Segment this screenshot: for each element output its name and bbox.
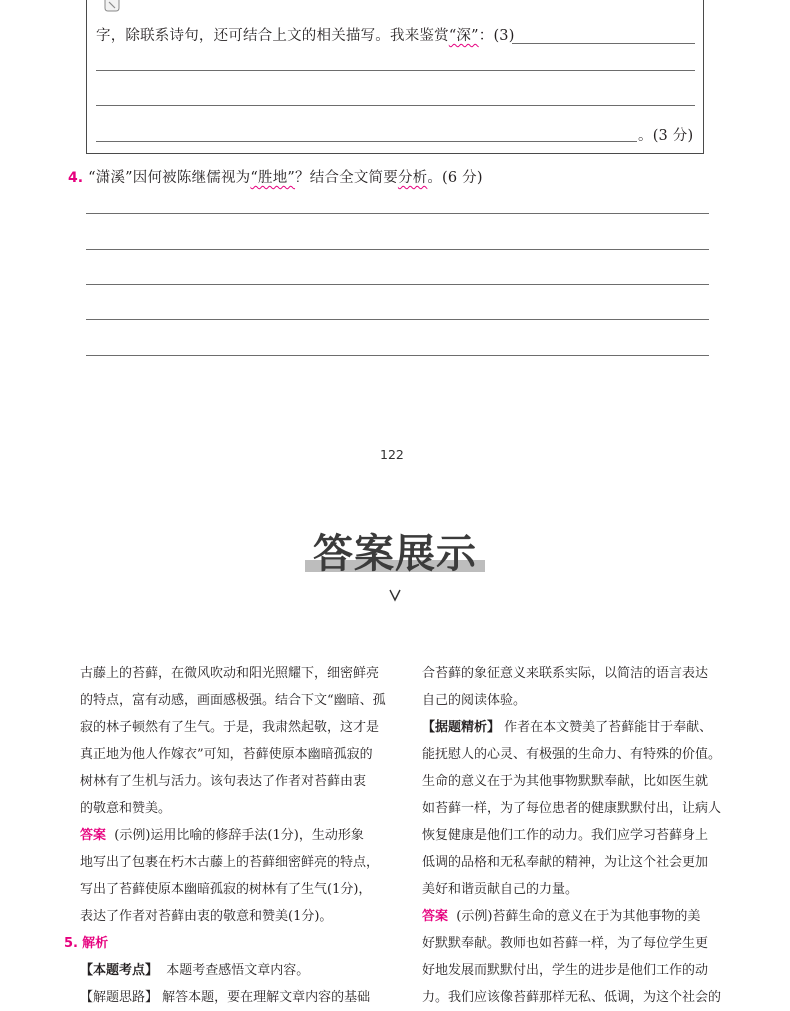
text-line: 真正地为他人作嫁衣”可知，苔藓使原本幽暗孤寂的 [80, 747, 373, 762]
answer-line[interactable] [96, 70, 695, 71]
question-number: 4. [68, 170, 84, 186]
answer-line[interactable] [86, 213, 709, 214]
answer-tag: 答案 [80, 828, 107, 843]
cut-off-line: 【解题思路】 解答本题，要在理解文章内容的基础 [80, 990, 371, 1005]
answer-right-column [422, 660, 739, 1011]
answer-line[interactable] [512, 43, 695, 44]
text-line: 树林有了生机与活力。该句表达了作者对苔藓由衷 [80, 774, 367, 789]
answer-tag: 答案 [422, 909, 449, 924]
chevron-down-icon [389, 588, 401, 602]
answer-left-column [64, 660, 396, 1011]
text-line: 自己的阅读体验。 [422, 693, 527, 708]
text-line: 能抚慰人的心灵、有极强的生命力、有特殊的价值。 [422, 747, 722, 762]
answer-line-1: 答案 (示例)苔藓生命的意义在于为其他事物的美 [422, 909, 701, 924]
text-line: 地写出了包裹在朽木古藤上的苔藓细密鲜亮的特点， [80, 855, 380, 870]
text-line: 好地发展而默默付出，学生的进步是他们工作的动 [422, 963, 709, 978]
pencil-icon [104, 0, 120, 12]
q3-quoted-word: “深” [448, 28, 479, 44]
jingxi-tag: 【据题精析】 [422, 720, 501, 735]
wavy-underlined-word: 分析 [397, 170, 428, 186]
text-line: 寂的林子顿然有了生气。于是，我肃然起敬，这才是 [80, 720, 380, 735]
text-line: 的特点，富有动感，画面感极强。结合下文“幽暗、孤 [80, 693, 386, 708]
text-line: 古藤上的苔藓，在微风吹动和阳光照耀下，细密鲜亮 [80, 666, 380, 681]
kaodian-tag: 【本题考点】 [80, 963, 159, 978]
question-4: 4. “潇溪”因何被陈继儒视为“胜地”？结合全文简要分析。(6 分) [68, 170, 483, 186]
answer-line-1: 答案 (示例)运用比喻的修辞手法(1分)，生动形象 [80, 828, 364, 843]
wavy-underlined-word: “胜地” [250, 170, 296, 186]
analysis-tag: 解析 [82, 936, 109, 951]
text-line: 美好和谐贡献自己的力量。 [422, 882, 579, 897]
page-number: 122 [380, 447, 404, 462]
section-title: 答案展示 [313, 531, 477, 577]
text-line: 生命的意义在于为其他事物默默奉献，比如医生就 [422, 774, 709, 789]
text-line: 力。我们应该像苔藓那样无私、低调，为这个社会的 [422, 990, 722, 1005]
question-number: 5. [64, 936, 78, 951]
jingxi-line-1: 【据题精析】 作者在本文赞美了苔藓能甘于奉献、 [422, 720, 713, 735]
text-line: 的敬意和赞美。 [80, 801, 172, 816]
text-line: 合苔藓的象征意义来联系实际，以简洁的语言表达 [422, 666, 709, 681]
answer-line[interactable] [96, 141, 637, 142]
answer-line[interactable] [96, 105, 695, 106]
text-line: 恢复健康是他们工作的动力。我们应学习苔藓身上 [422, 828, 709, 843]
text-line: 低调的品格和无私奉献的精神，为让这个社会更加 [422, 855, 709, 870]
answer-line[interactable] [86, 319, 709, 320]
q3-text-line: 字，除联系诗句，还可结合上文的相关描写。我来鉴赏“深”：(3) [96, 28, 515, 44]
answer-line[interactable] [86, 355, 709, 356]
text-line: 表达了作者对苔藓由衷的敬意和赞美(1分)。 [80, 909, 333, 924]
answer-line[interactable] [86, 284, 709, 285]
text-line: 写出了苔藓使原本幽暗孤寂的树林有了生气(1分)， [80, 882, 372, 897]
text-line: 好默默奉献。教师也如苔藓一样，为了每位学生更 [422, 936, 709, 951]
q3-score: 。(3 分) [638, 128, 694, 144]
text-line: 如苔藓一样，为了每位患者的健康默默付出，让病人 [422, 801, 722, 816]
kaodian-line: 【本题考点】 本题考查感悟文章内容。 [80, 963, 310, 978]
answer-line[interactable] [86, 249, 709, 250]
question-5-heading [64, 930, 396, 957]
